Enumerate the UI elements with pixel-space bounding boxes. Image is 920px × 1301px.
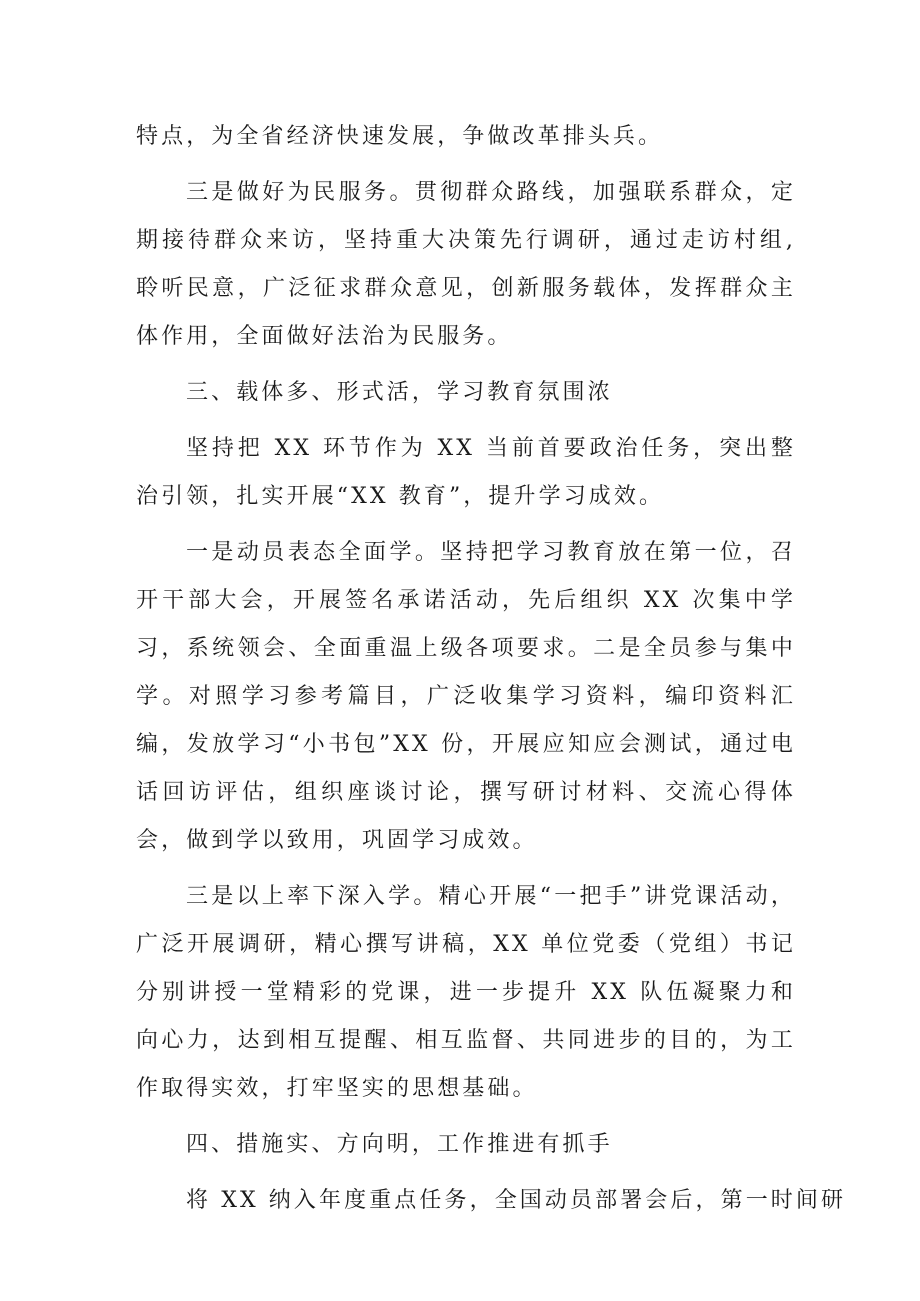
paragraph-study-3: 三是以上率下深入学。精心开展“一把手”讲党课活动，广泛开展调研，精心撰写讲稿，XX 单位党委（党组）书记分别讲授一堂精彩的党课，进一步提升 XX 队伍凝聚力和向心力，达到相互提醒、相互监督、共同进步的目的，为工作取得实效，打牢坚实的思想基础。	[136, 884, 796, 1101]
paragraph-study-1: 一是动员表态全面学。坚持把学习教育放在第一位，召开干部大会，开展签名承诺活动，先后组织 XX 次集中学习，系统领会、全面重温上级各项要求。二是全员参与集中学。对照学习参考篇目，广泛收集学习资料，编印资料汇编，发放学习“小书包”XX 份，开展应知应会测试，通过电话回访评估，组织座谈讨论，撰写研讨材料、交流心得体会，做到学以致用，巩固学习成效。	[136, 540, 796, 853]
document-body	[136, 113, 847, 1233]
section-heading-4: 四、措施实、方向明，工作推进有抓手	[186, 1132, 613, 1157]
paragraph-continuation: 特点，为全省经济快速发展，争做改革排头兵。	[136, 124, 664, 149]
paragraph-service: 三是做好为民服务。贯彻群众路线，加强联系群众，定期接待群众来访，坚持重大决策先行调研，通过走访村组,聆听民意，广泛征求群众意见，创新服务载体，发挥群众主体作用，全面做好法治为民服务。	[136, 180, 796, 349]
paragraph-intro-3: 坚持把 XX 环节作为 XX 当前首要政治任务，突出整治引领，扎实开展“XX 教育”，提升学习成效。	[136, 436, 796, 509]
section-heading-3: 三、载体多、形式活，学习教育氛围浓	[186, 380, 613, 405]
paragraph-intro-4: 将 XX 纳入年度重点任务，全国动员部署会后，第一时间研	[186, 1188, 847, 1213]
